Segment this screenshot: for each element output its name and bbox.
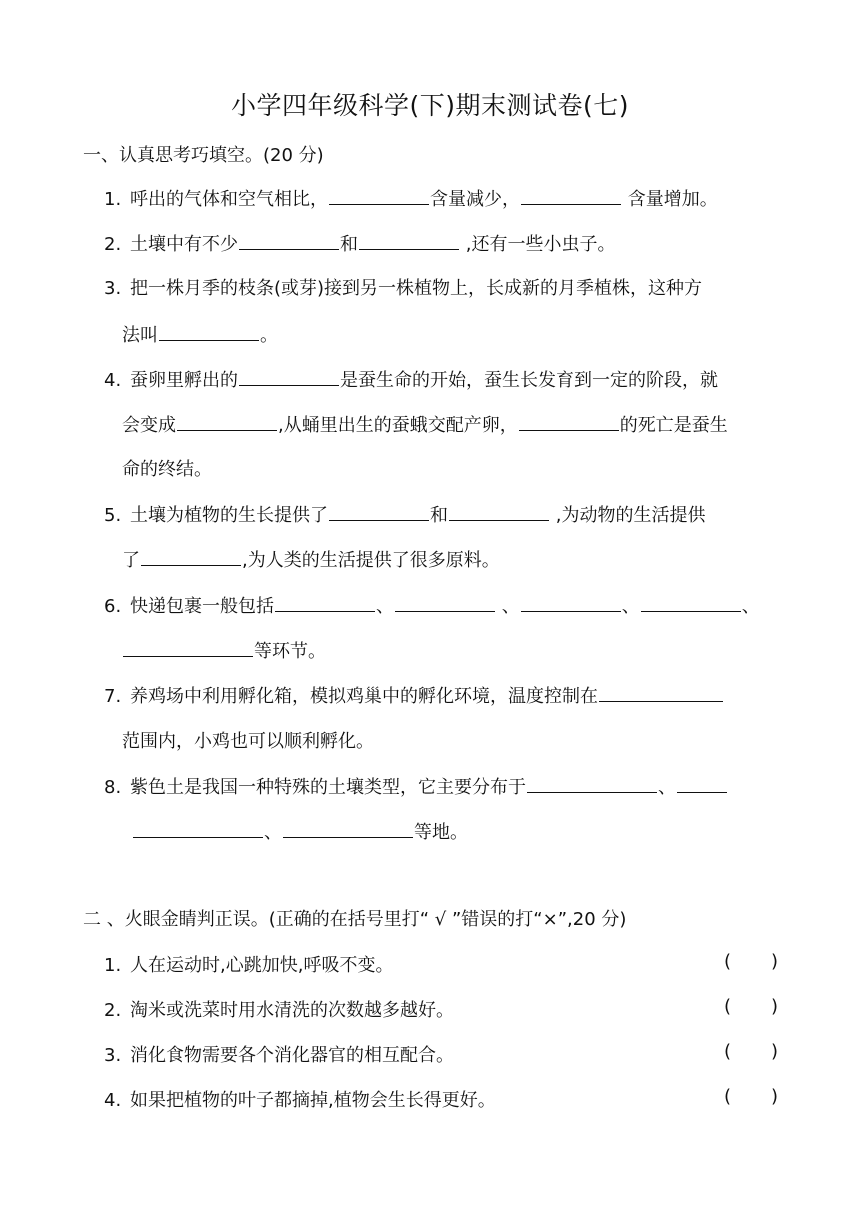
question-text: 紫色土是我国一种特殊的土壤类型，它主要分布于 xyxy=(130,777,526,798)
question-text: 范围内，小鸡也可以顺利孵化。 xyxy=(122,731,374,752)
paren-open: ( xyxy=(724,951,732,972)
question-6-cont xyxy=(122,636,326,663)
answer-blank[interactable] xyxy=(599,681,723,702)
question-text: ,为人类的生活提供了很多原料。 xyxy=(242,550,500,571)
answer-blank[interactable] xyxy=(283,817,413,838)
answer-blank[interactable] xyxy=(177,410,277,431)
answer-parentheses[interactable] xyxy=(724,951,778,972)
question-text: ,为动物的生活提供 xyxy=(550,505,706,526)
paren-close: ) xyxy=(770,1086,778,1107)
question-text: 消化食物需要各个消化器官的相互配合。 xyxy=(130,1045,454,1066)
answer-blank[interactable] xyxy=(133,817,263,838)
separator: 、 xyxy=(376,596,394,617)
answer-blank[interactable] xyxy=(519,410,619,431)
answer-blank[interactable] xyxy=(239,229,339,250)
question-number: 4. xyxy=(104,1090,122,1111)
separator: 、 xyxy=(621,596,640,617)
question-text: 土壤为植物的生长提供了 xyxy=(130,505,328,526)
question-2 xyxy=(104,229,615,256)
question-5 xyxy=(104,500,705,527)
answer-blank[interactable] xyxy=(641,591,741,612)
question-number: 4. xyxy=(104,370,122,391)
question-1 xyxy=(104,184,718,211)
question-text: 人在运动时,心跳加快,呼吸不变。 xyxy=(130,955,394,976)
separator: 、 xyxy=(658,777,676,798)
separator: 、 xyxy=(264,822,282,843)
question-number: 3. xyxy=(104,1045,122,1066)
question-number: 1. xyxy=(104,955,122,976)
question-text: 含量增加。 xyxy=(622,189,718,210)
question-7 xyxy=(104,681,724,708)
answer-blank[interactable] xyxy=(527,772,657,793)
question-8 xyxy=(104,772,728,799)
question-4 xyxy=(104,365,718,392)
section-2-heading: 二 、火眼金睛判正误。(正确的在括号里打“ √ ”错误的打“×”,20 分) xyxy=(83,909,627,930)
question-number: 2. xyxy=(104,1000,122,1021)
judge-item xyxy=(104,1086,496,1112)
separator: 、 xyxy=(496,596,520,617)
question-text: 是蚕生命的开始，蚕生长发育到一定的阶段，就 xyxy=(340,370,718,391)
answer-parentheses[interactable] xyxy=(724,996,778,1017)
question-text: 养鸡场中利用孵化箱，模拟鸡巢中的孵化环境，温度控制在 xyxy=(130,686,598,707)
question-6 xyxy=(104,591,760,618)
answer-blank[interactable] xyxy=(395,591,495,612)
answer-blank[interactable] xyxy=(141,545,241,566)
question-number: 5. xyxy=(104,505,122,526)
answer-blank[interactable] xyxy=(359,229,459,250)
question-text: 等环节。 xyxy=(254,641,326,662)
question-number: 3. xyxy=(104,278,122,299)
judge-item xyxy=(104,951,393,977)
question-text: 等地。 xyxy=(414,822,468,843)
question-text: 把一株月季的枝条(或芽)接到另一株植物上，长成新的月季植株，这种方 xyxy=(130,278,703,299)
answer-blank[interactable] xyxy=(275,591,375,612)
section-1-heading: 一、认真思考巧填空。(20 分) xyxy=(83,145,324,166)
answer-blank[interactable] xyxy=(449,500,549,521)
answer-parentheses[interactable] xyxy=(724,1041,778,1062)
paren-close: ) xyxy=(770,951,778,972)
question-number: 1. xyxy=(104,189,122,210)
question-text: 了 xyxy=(122,550,140,571)
question-text: 含量减少， xyxy=(430,189,520,210)
question-text: 和 xyxy=(430,505,448,526)
answer-blank[interactable] xyxy=(329,184,429,205)
question-4-end xyxy=(122,455,212,481)
question-3 xyxy=(104,274,702,300)
paren-open: ( xyxy=(724,1086,732,1107)
question-number: 6. xyxy=(104,596,122,617)
answer-parentheses[interactable] xyxy=(724,1086,778,1107)
separator: 、 xyxy=(741,596,760,617)
page-title: 小学四年级科学(下)期末测试卷(七) xyxy=(230,91,629,120)
question-text: 会变成 xyxy=(122,415,176,436)
question-7-cont xyxy=(122,727,374,753)
judge-item xyxy=(104,1041,454,1067)
question-text: 淘米或洗菜时用水清洗的次数越多越好。 xyxy=(130,1000,454,1021)
question-text: 如果把植物的叶子都摘掉,植物会生长得更好。 xyxy=(130,1090,496,1111)
question-text: ,还有一些小虫子。 xyxy=(460,234,616,255)
paren-open: ( xyxy=(724,1041,732,1062)
question-5-cont xyxy=(122,545,500,572)
question-text: 。 xyxy=(260,325,278,346)
question-text: 呼出的气体和空气相比， xyxy=(130,189,328,210)
question-text: 的死亡是蚕生 xyxy=(619,415,728,436)
answer-blank[interactable] xyxy=(521,184,621,205)
paren-open: ( xyxy=(724,996,732,1017)
question-text: 土壤中有不少 xyxy=(130,234,238,255)
question-4-cont xyxy=(122,410,728,437)
question-number: 8. xyxy=(104,777,122,798)
answer-blank[interactable] xyxy=(123,636,253,657)
question-3-cont xyxy=(122,320,278,347)
answer-blank[interactable] xyxy=(239,365,339,386)
question-text: 法叫 xyxy=(122,325,158,346)
question-8-cont xyxy=(132,817,468,844)
question-number: 2. xyxy=(104,234,122,255)
question-text: ,从蛹里出生的蚕蛾交配产卵， xyxy=(278,415,518,436)
paren-close: ) xyxy=(770,996,778,1017)
answer-blank[interactable] xyxy=(677,772,727,793)
question-text: 蚕卵里孵出的 xyxy=(130,370,238,391)
answer-blank[interactable] xyxy=(159,320,259,341)
paren-close: ) xyxy=(770,1041,778,1062)
answer-blank[interactable] xyxy=(329,500,429,521)
answer-blank[interactable] xyxy=(521,591,621,612)
judge-item xyxy=(104,996,454,1022)
question-text: 和 xyxy=(340,234,358,255)
question-text: 快递包裹一般包括 xyxy=(130,596,274,617)
question-number: 7. xyxy=(104,686,122,707)
question-text: 命的终结。 xyxy=(122,459,212,480)
